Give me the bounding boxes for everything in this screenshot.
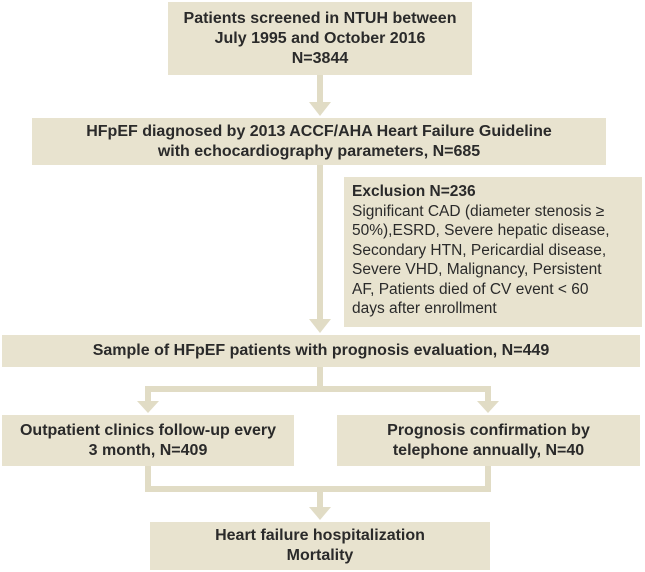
screening-box — [168, 2, 472, 75]
telephone-box — [337, 415, 640, 466]
arrowhead-2 — [309, 319, 331, 333]
outcome-line-2: Mortality — [286, 547, 354, 564]
arrow-shaft-1 — [317, 75, 323, 103]
outpatient-line-2: 3 month, N=409 — [88, 441, 208, 459]
diagnosis-line-1: HFpEF diagnosed by 2013 ACCF/AHA Heart Failure Guideline — [86, 122, 552, 140]
exclusion-line-2: 50%),ESRD, Severe hepatic disease, — [352, 222, 610, 239]
arrow-shaft-right — [485, 386, 491, 402]
arrowhead-right — [477, 401, 499, 413]
exclusion-line-1: Significant CAD (diameter stenosis ≥ — [352, 202, 605, 220]
telephone-line-1: Prognosis confirmation by — [387, 421, 590, 439]
sample-box — [2, 335, 640, 367]
arrowhead-1 — [309, 102, 331, 116]
split-bar — [145, 386, 491, 392]
arrowhead-bottom — [309, 507, 331, 520]
arrowhead-left — [137, 401, 159, 413]
screening-line-2: July 1995 and October 2016 — [214, 29, 426, 47]
outpatient-box — [2, 415, 294, 466]
exclusion-line-6: days after enrollment — [352, 300, 497, 317]
arrow-shaft-2 — [317, 165, 323, 320]
diagnosis-box — [32, 118, 606, 165]
exclusion-title: Exclusion N=236 — [352, 183, 476, 200]
telephone-line-2: telephone annually, N=40 — [392, 441, 585, 459]
exclusion-line-4: Severe VHD, Malignancy, Persistent — [352, 261, 602, 278]
screening-line-1: Patients screened in NTUH between — [183, 9, 457, 27]
outcome-box — [150, 522, 490, 570]
outpatient-line-1: Outpatient clinics follow-up every — [19, 421, 277, 439]
outcome-line-1: Heart failure hospitalization — [215, 527, 425, 544]
sample-line-1: Sample of HFpEF patients with prognosis evaluation, N=449 — [92, 342, 550, 359]
exclusion-box — [344, 177, 642, 327]
exclusion-line-3: Secondary HTN, Pericardial disease, — [352, 241, 607, 259]
exclusion-line-5: AF, Patients died of CV event < 60 — [352, 280, 589, 298]
screening-line-3: N=3844 — [291, 49, 349, 67]
diagnosis-line-2: with echocardiography parameters, N=685 — [157, 142, 481, 160]
arrow-shaft-left — [145, 386, 151, 402]
merge-stem — [317, 486, 323, 508]
